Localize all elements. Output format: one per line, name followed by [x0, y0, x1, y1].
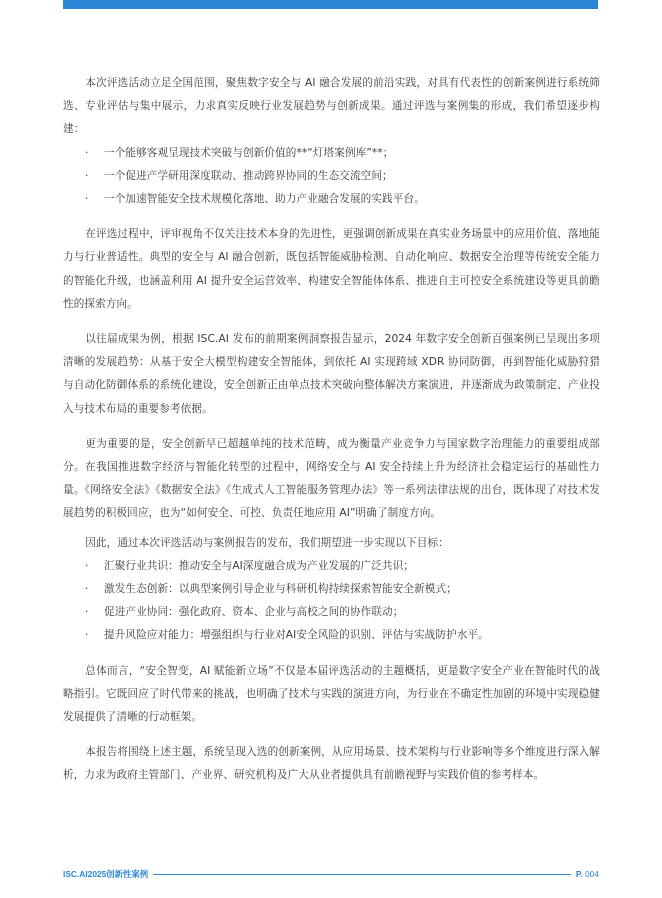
page-number — [576, 869, 599, 879]
bullet-icon: · — [85, 559, 89, 572]
bullet-icon: · — [85, 146, 89, 159]
bullet-icon: · — [85, 169, 89, 182]
report-body — [63, 72, 600, 788]
intro-paragraph: 本次评选活动立足全国范围，聚焦数字安全与 AI 融合发展的前沿实践，对具有代表性的创新案例进行系统筛选、专业评估与集中展示，力求真实反映行业发展趋势与创新成果。通过评选与案例集的形成，我们希望逐步构建： — [63, 77, 600, 136]
report-scope-paragraph: 本报告将围绕上述主题，系统呈现入选的创新案例，从应用场景、技术架构与行业影响等多个维度进行深入解析，力求为政府主管部门、产业界、研究机构及广大从业者提供具有前瞻视野与实践价值的参考样本。 — [63, 746, 600, 782]
list-item: · 激发生态创新：以典型案例引导企业与科研机构持续探索智能安全新模式； — [63, 578, 600, 601]
trends-paragraph: 以往届成果为例，根据 ISC.AI 发布的前期案例洞察报告显示，2024 年数字安全创新百强案例已呈现出多项清晰的发展趋势：从基于安全大模型构建安全智能体，到依托 AI 实现跨域 XDR 协同防御，再到智能化威胁狩猎与自动化防御体系的系统化建设，安全创新正由单点技术突破向整体解决方案演进，并逐渐成为政策制定、产业投入与技术布局的重要参考依据。 — [63, 333, 600, 415]
list-item: · 提升风险应对能力：增强组织与行业对AI安全风险的识别、评估与实战防护水平。 — [63, 624, 600, 647]
footer-brand: ISC.AI2025创新性案例 — [63, 869, 149, 879]
bullet-icon: · — [85, 193, 89, 206]
summary-paragraph: 总体而言，“安全智变，AI 赋能新立场”不仅是本届评选活动的主题概括，更是数字安全产业在智能时代的战略指引。它既回应了时代带来的挑战，也明确了技术与实践的演进方向，为行业在不确定性加剧的环境中实现稳健发展提供了清晰的行动框架。 — [63, 664, 600, 724]
page-number-value: 004 — [585, 869, 599, 879]
significance-paragraph: 更为重要的是，安全创新早已超越单纯的技术范畴，成为衡量产业竞争力与国家数字治理能力的重要组成部分。在我国推进数字经济与智能化转型的过程中，网络安全与 AI 安全持续上升为经济社会稳定运行的基础性力量。《网络安全法》《数据安全法》《生成式人工智能服务管理办法》等一系列法律法规的出台，既体现了对技术发展趋势的积极回应，也为“如何安全、可控、负责任地应用 AI”明确了制度方向。 — [63, 437, 600, 520]
bullet-icon: · — [85, 606, 89, 619]
goals-list — [63, 142, 600, 212]
list-item: · 一个促进产学研用深度联动、推动跨界协同的生态交流空间； — [63, 165, 600, 188]
bullet-icon: · — [85, 629, 89, 642]
list-item: · 汇聚行业共识：推动安全与AI深度融合成为产业发展的广泛共识； — [63, 555, 600, 578]
evaluation-paragraph: 在评选过程中，评审视角不仅关注技术本身的先进性，更强调创新成果在真实业务场景中的应用价值、落地能力与行业普适性。典型的安全与 AI 融合创新，既包括智能威胁检测、自动化响应、数据安全治理等传统安全能力的智能化升级，也涵盖利用 AI 提升安全运营效率、构建安全智能体体系、推进自主可控安全系统建设等更具前瞻性的探索方向。 — [63, 228, 600, 310]
top-accent-bar — [63, 0, 598, 9]
page-label: P. — [575, 869, 583, 879]
targets-intro-paragraph: 因此，通过本次评选活动与案例报告的发布，我们期望进一步实现以下目标： — [85, 536, 449, 549]
list-item: · 一个能够客观呈现技术突破与创新价值的**“灯塔案例库”**； — [63, 142, 600, 165]
list-item: · 一个加速智能安全技术规模化落地、助力产业融合发展的实践平台。 — [63, 188, 600, 211]
footer-divider — [153, 874, 571, 875]
list-item: · 促进产业协同：强化政府、资本、企业与高校之间的协作联动； — [63, 601, 600, 624]
page-footer — [63, 864, 599, 884]
targets-list — [63, 555, 600, 648]
bullet-icon: · — [85, 583, 89, 596]
